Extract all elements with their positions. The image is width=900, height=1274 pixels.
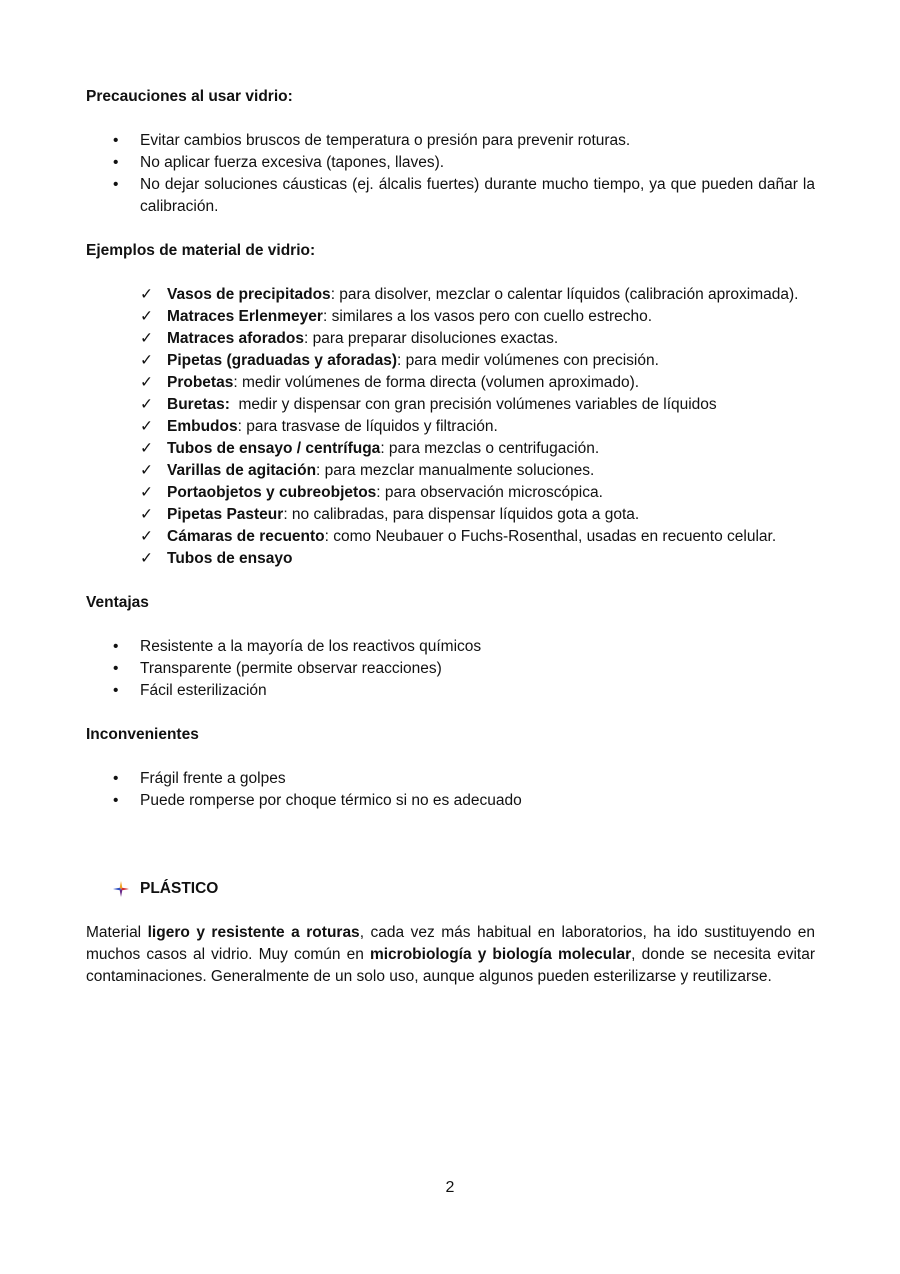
list-item: • Resistente a la mayoría de los reactivos químicos bbox=[86, 636, 815, 658]
paragraph-text: Material bbox=[86, 924, 148, 941]
list-item: • Puede romperse por choque térmico si no es adecuado bbox=[86, 790, 815, 812]
list-item bbox=[86, 482, 815, 504]
list-item: • No aplicar fuerza excesiva (tapones, llaves). bbox=[86, 152, 815, 174]
list-item bbox=[86, 306, 815, 328]
item-description: : como Neubauer o Fuchs-Rosenthal, usadas en recuento celular. bbox=[324, 528, 777, 545]
list-item bbox=[86, 350, 815, 372]
check-icon: ✓ bbox=[140, 308, 153, 325]
page-number: 2 bbox=[445, 1179, 455, 1196]
item-term: Embudos bbox=[167, 418, 238, 435]
item-description: medir y dispensar con gran precisión volúmenes variables de líquidos bbox=[229, 396, 717, 413]
list-item bbox=[86, 328, 815, 350]
disadvantages-heading: Inconvenientes bbox=[86, 726, 199, 743]
list-item bbox=[86, 372, 815, 394]
item-term: Probetas bbox=[167, 374, 234, 391]
check-icon: ✓ bbox=[140, 550, 153, 567]
list-item bbox=[86, 548, 815, 570]
advantages-list bbox=[86, 636, 815, 702]
check-icon: ✓ bbox=[140, 462, 153, 479]
glass-precautions-heading: Precauciones al usar vidrio: bbox=[86, 88, 293, 105]
document-page bbox=[86, 86, 815, 988]
check-icon: ✓ bbox=[140, 374, 153, 391]
item-term: Cámaras de recuento bbox=[167, 528, 325, 545]
advantages-heading: Ventajas bbox=[86, 594, 149, 611]
item-term: Portaobjetos y cubreobjetos bbox=[167, 484, 377, 501]
list-item: • Transparente (permite observar reacciones) bbox=[86, 658, 815, 680]
paragraph-bold: microbiología y biología molecular bbox=[369, 946, 632, 963]
list-item bbox=[86, 394, 815, 416]
item-term: Pipetas Pasteur bbox=[167, 506, 284, 523]
check-icon: ✓ bbox=[140, 440, 153, 457]
list-item bbox=[86, 416, 815, 438]
disadvantages-list bbox=[86, 768, 815, 812]
paragraph-text: , cada vez más habitual en laboratorios, ha ido sustituyendo en muchos casos al vidrio. Muy común en bbox=[86, 924, 815, 963]
item-description: : para medir volúmenes con precisión. bbox=[397, 352, 659, 369]
item-description: : para mezclar manualmente soluciones. bbox=[316, 462, 595, 479]
item-term: Matraces Erlenmeyer bbox=[167, 308, 323, 325]
item-description: : no calibradas, para dispensar líquidos gota a gota. bbox=[283, 506, 640, 523]
item-description: : para observación microscópica. bbox=[376, 484, 603, 501]
four-point-star-icon bbox=[113, 881, 129, 897]
plastic-section-title bbox=[86, 878, 815, 900]
glass-examples-heading: Ejemplos de material de vidrio: bbox=[86, 242, 316, 259]
list-item bbox=[86, 284, 815, 306]
check-icon: ✓ bbox=[140, 418, 153, 435]
item-description: : similares a los vasos pero con cuello estrecho. bbox=[322, 308, 653, 325]
item-term: Tubos de ensayo bbox=[167, 550, 293, 567]
list-item: • Fácil esterilización bbox=[86, 680, 815, 702]
paragraph-bold: ligero y resistente a roturas bbox=[147, 924, 360, 941]
plastic-title: PLÁSTICO bbox=[140, 880, 219, 897]
check-icon: ✓ bbox=[140, 286, 153, 303]
item-term: Buretas: bbox=[167, 396, 230, 413]
check-icon: ✓ bbox=[140, 396, 153, 413]
item-description: : para mezclas o centrifugación. bbox=[380, 440, 600, 457]
item-description: : medir volúmenes de forma directa (volumen aproximado). bbox=[233, 374, 640, 391]
item-description: : para trasvase de líquidos y filtración. bbox=[237, 418, 498, 435]
item-term: Matraces aforados bbox=[167, 330, 304, 347]
plastic-paragraph bbox=[86, 922, 815, 988]
list-item: • Frágil frente a golpes bbox=[86, 768, 815, 790]
list-item bbox=[86, 504, 815, 526]
check-icon: ✓ bbox=[140, 352, 153, 369]
paragraph-text: , donde se necesita evitar contaminaciones. Generalmente de un solo uso, aunque algunos pueden esterilizarse y reutilizarse. bbox=[86, 946, 816, 985]
check-icon: ✓ bbox=[140, 528, 153, 545]
list-item: • No dejar soluciones cáusticas (ej. álcalis fuertes) durante mucho tiempo, ya que pueden dañar la calibración. bbox=[86, 174, 815, 218]
list-item bbox=[86, 460, 815, 482]
check-icon: ✓ bbox=[140, 484, 153, 501]
item-term: Vasos de precipitados bbox=[167, 286, 331, 303]
item-term: Pipetas (graduadas y aforadas) bbox=[167, 352, 397, 369]
list-item: • Evitar cambios bruscos de temperatura o presión para prevenir roturas. bbox=[86, 130, 815, 152]
item-description: : para preparar disoluciones exactas. bbox=[303, 330, 559, 347]
glass-examples-list bbox=[86, 284, 815, 570]
check-icon: ✓ bbox=[140, 330, 153, 347]
glass-precautions-list bbox=[86, 130, 815, 218]
item-term: Varillas de agitación bbox=[167, 462, 317, 479]
check-icon: ✓ bbox=[140, 506, 153, 523]
list-item bbox=[86, 438, 815, 460]
item-term: Tubos de ensayo / centrífuga bbox=[167, 440, 381, 457]
item-description: : para disolver, mezclar o calentar líquidos (calibración aproximada). bbox=[330, 286, 799, 303]
list-item bbox=[86, 526, 815, 548]
